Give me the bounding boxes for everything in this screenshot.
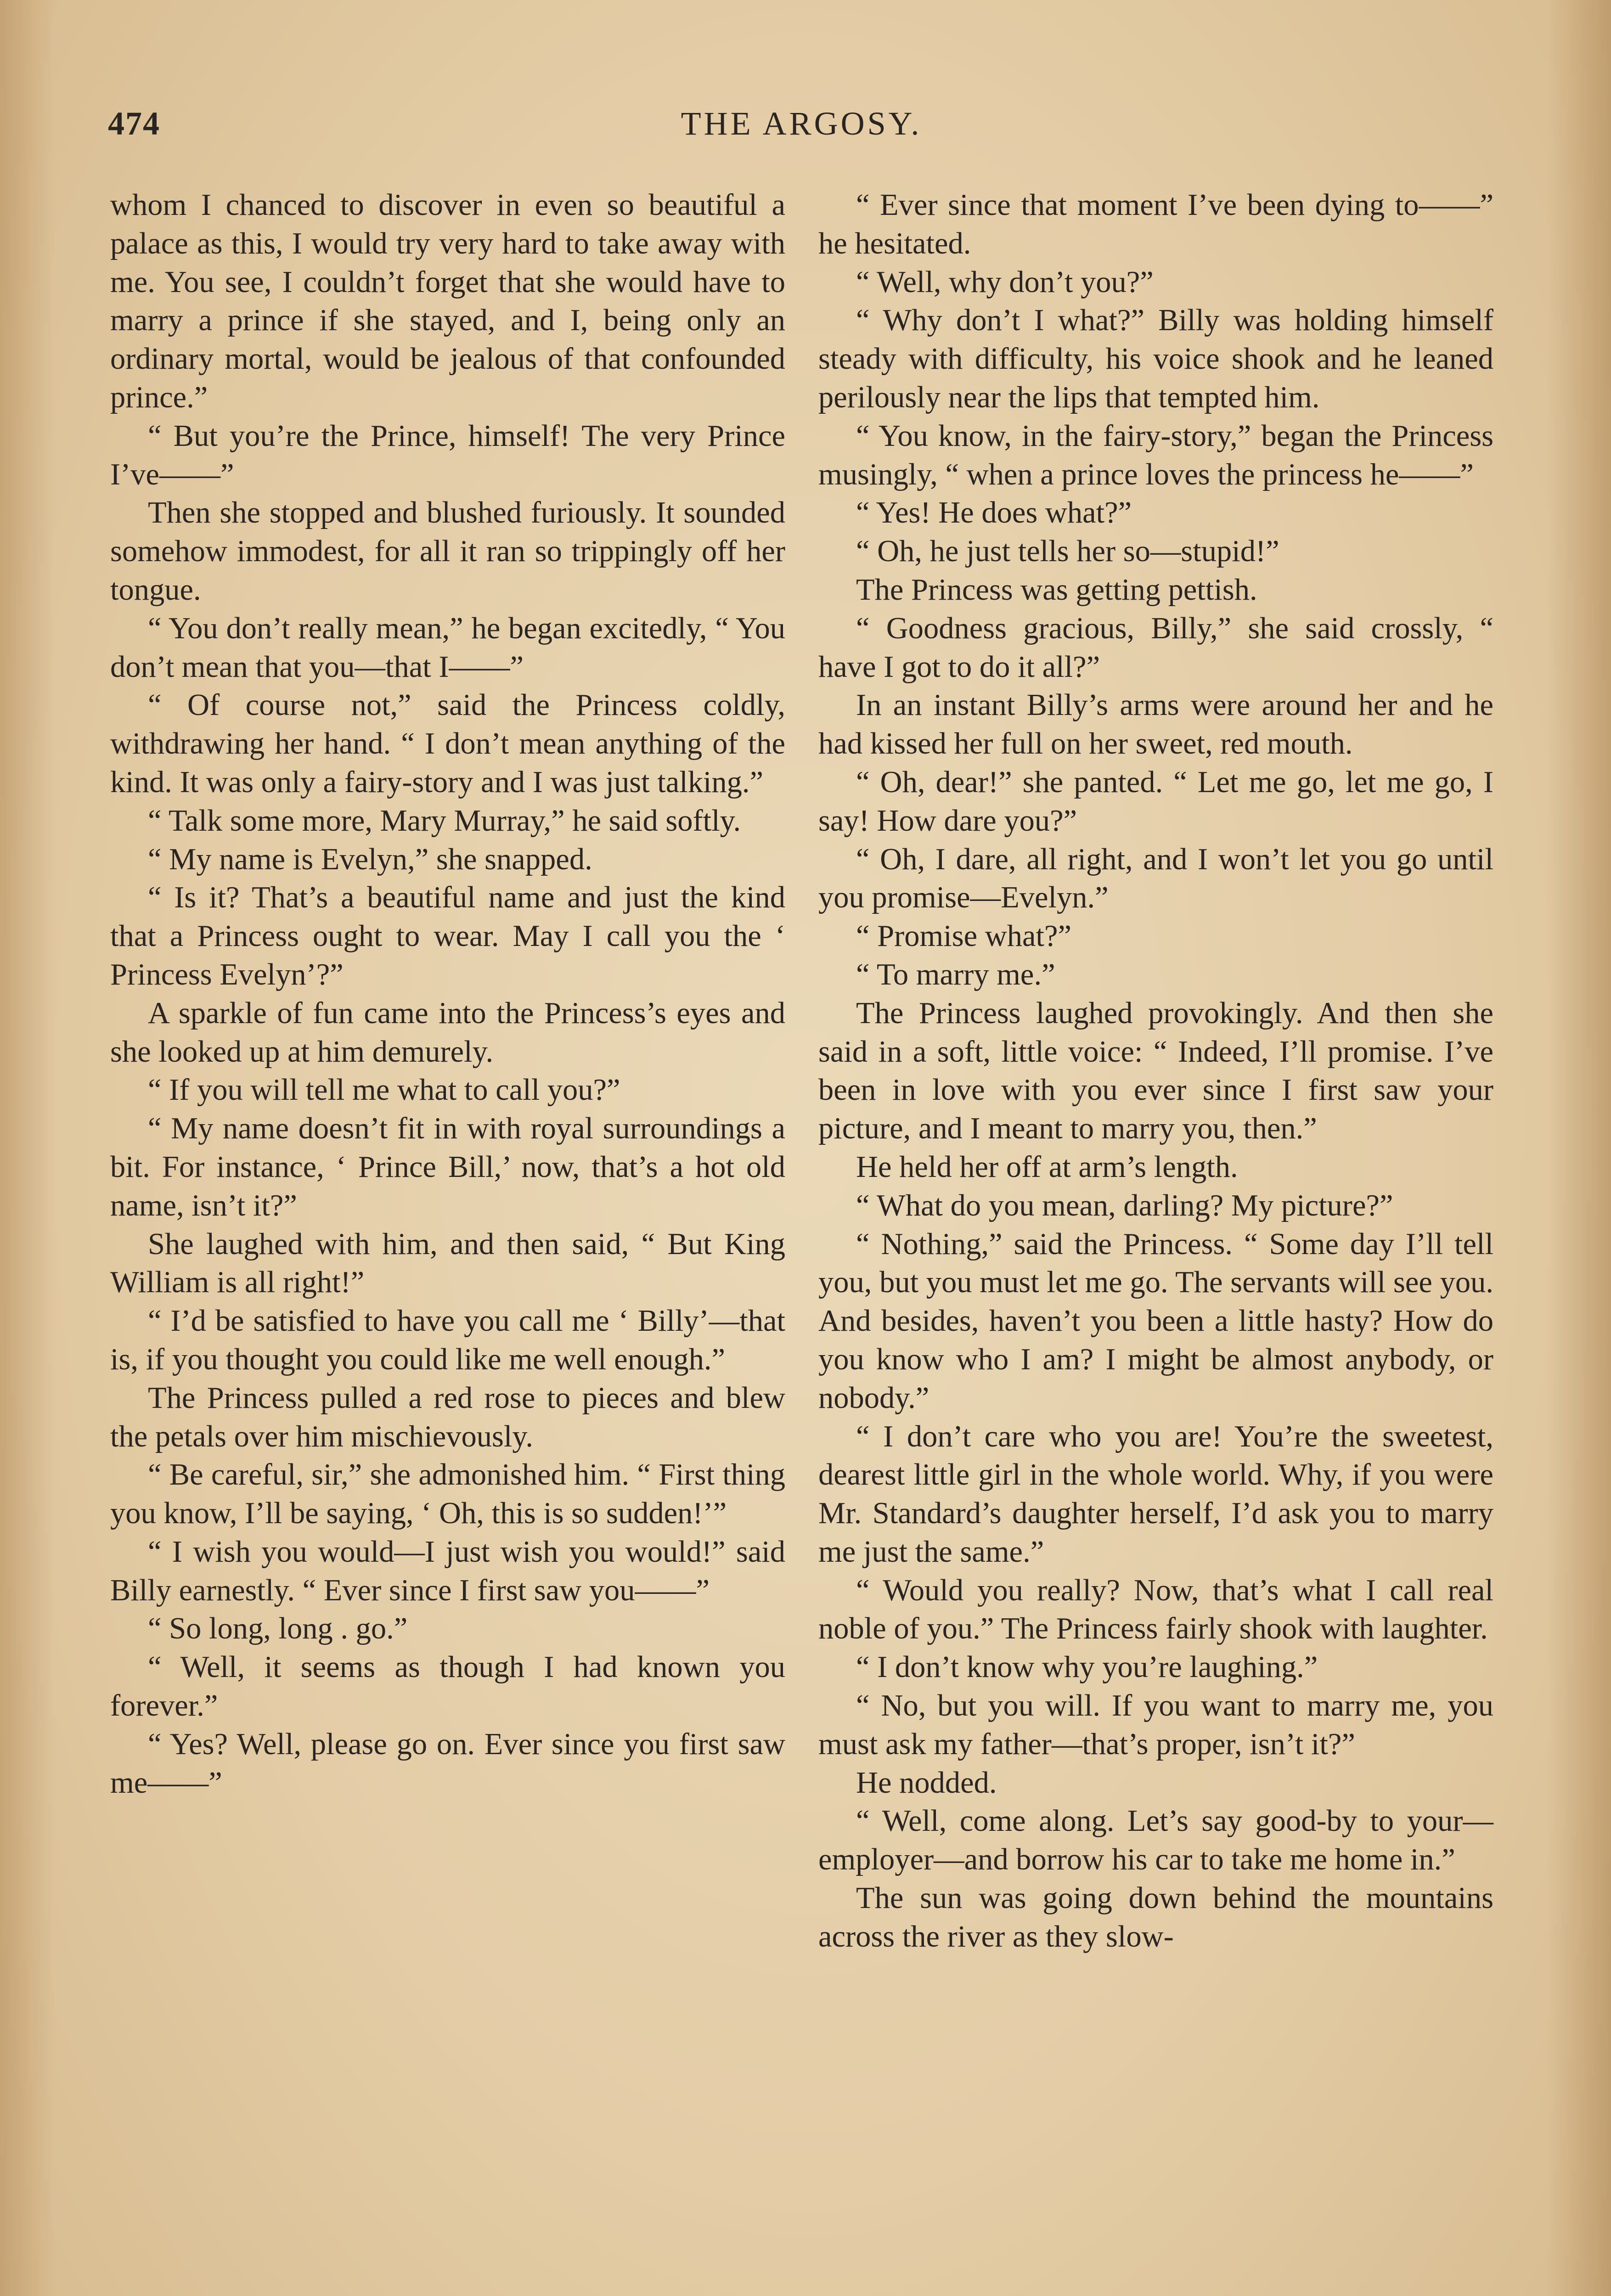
paragraph: “ Yes? Well, please go on. Ever since you first saw me——” [110,1727,785,1800]
paragraph: “ To marry me.” [856,957,1055,991]
paragraph: “ You don’t really mean,” he began excitedly, “ You don’t mean that you—that I——” [110,611,785,684]
page-number: 474 [108,105,160,142]
paragraph: “ My name is Evelyn,” she snapped. [148,842,592,876]
paragraph: “ Talk some more, Mary Murray,” he said softly. [148,804,741,838]
paragraph: “ Is it? That’s a beautiful name and just the kind that a Princess ought to wear. May I call you the ‘ Princess Evelyn’?” [110,881,785,991]
paragraph: “ My name doesn’t fit in with royal surroundings a bit. For instance, ‘ Prince Bill,’ now, that’s a hot old name, isn’t it?” [110,1112,785,1222]
paragraph: “ Yes! He does what?” [856,496,1132,530]
paragraph: He nodded. [856,1766,997,1800]
paper-edge-shading-right [1547,0,1611,2296]
running-title: THE ARGOSY. [681,105,922,142]
paragraph: “ Of course not,” said the Princess coldly, withdrawing her hand. “ I don’t mean anything of the kind. It was only a fairy-story and I was just talking.” [110,688,785,799]
paper-edge-shading-left [0,0,55,2296]
paragraph: “ So long, long . go.” [148,1612,408,1646]
paragraph: A sparkle of fun came into the Princess’s eyes and she looked up at him demurely. [110,996,785,1069]
paragraph: The Princess was getting pettish. [856,573,1257,607]
paragraph: “ Would you really? Now, that’s what I call real noble of you.” The Princess fairly shook with laughter. [818,1573,1493,1646]
page-header [108,105,1495,146]
text-column-right [818,186,1493,1956]
text-column-left [110,186,785,1802]
paragraph: “ But you’re the Prince, himself! The very Prince I’ve——” [110,419,785,491]
paragraph: whom I chanced to discover in even so beautiful a palace as this, I would try very hard to take away with me. You see, I couldn’t forget that she would have to marry a prince if she stayed, and I, being only an ordinary mortal, would be jealous of that confounded prince.” [110,188,785,414]
paragraph: “ Oh, he just tells her so—stupid!” [856,535,1279,568]
paragraph: “ I don’t know why you’re laughing.” [856,1650,1318,1684]
paragraph: “ What do you mean, darling? My picture?” [856,1188,1393,1222]
paragraph: “ Well, why don’t you?” [856,265,1154,299]
paragraph: “ I don’t care who you are! You’re the sweetest, dearest little girl in the whole world. Why, if you were Mr. Standard’s daughter herself, I’d ask you to marry me just the same.” [818,1419,1493,1569]
paragraph: She laughed with him, and then said, “ But King William is all right!” [110,1227,785,1300]
paragraph: “ Oh, dear!” she panted. “ Let me go, let me go, I say! How dare you?” [818,765,1493,838]
paragraph: “ If you will tell me what to call you?” [148,1073,620,1107]
paragraph: “ I’d be satisfied to have you call me ‘ Billy’—that is, if you thought you could like me well enough.” [110,1304,785,1376]
paragraph: He held her off at arm’s length. [856,1150,1238,1184]
paragraph: “ Promise what?” [856,919,1072,953]
paragraph: The Princess pulled a red rose to pieces and blew the petals over him mischievously. [110,1381,785,1453]
paragraph: “ Nothing,” said the Princess. “ Some day I’ll tell you, but you must let me go. The servants will see you. And besides, haven’t you been a little hasty? How do you know who I am? I might be almost anybody, or nobody.” [818,1227,1493,1415]
paragraph: In an instant Billy’s arms were around her and he had kissed her full on her sweet, red mouth. [818,688,1493,761]
paragraph: “ I wish you would—I just wish you would!” said Billy earnestly. “ Ever since I first saw you——” [110,1535,785,1607]
paragraph: “ You know, in the fairy-story,” began the Princess musingly, “ when a prince loves the princess he——” [818,419,1493,491]
paragraph: “ Goodness gracious, Billy,” she said crossly, “ have I got to do it all?” [818,611,1493,684]
paragraph: “ No, but you will. If you want to marry me, you must ask my father—that’s proper, isn’t it?” [818,1689,1493,1761]
paragraph: The Princess laughed provokingly. And then she said in a soft, little voice: “ Indeed, I’ll promise. I’ve been in love with you ever since I first saw your picture, and I meant to marry you, then.” [818,996,1493,1146]
paragraph: “ Well, come along. Let’s say good-by to your—employer—and borrow his car to take me home in.” [818,1804,1493,1877]
paragraph: “ Ever since that moment I’ve been dying to——” he hesitated. [818,188,1493,260]
paragraph: “ Oh, I dare, all right, and I won’t let you go until you promise—Evelyn.” [818,842,1493,915]
paragraph: The sun was going down behind the mountains across the river as they slow- [818,1881,1493,1953]
paragraph: “ Why don’t I what?” Billy was holding himself steady with difficulty, his voice shook and he leaned perilously near the lips that tempted him. [818,304,1493,414]
paragraph: “ Well, it seems as though I had known you forever.” [110,1650,785,1723]
paragraph: Then she stopped and blushed furiously. It sounded somehow immodest, for all it ran so trippingly off her tongue. [110,496,785,607]
paragraph: “ Be careful, sir,” she admonished him. “ First thing you know, I’ll be saying, ‘ Oh, this is so sudden!’” [110,1458,785,1531]
